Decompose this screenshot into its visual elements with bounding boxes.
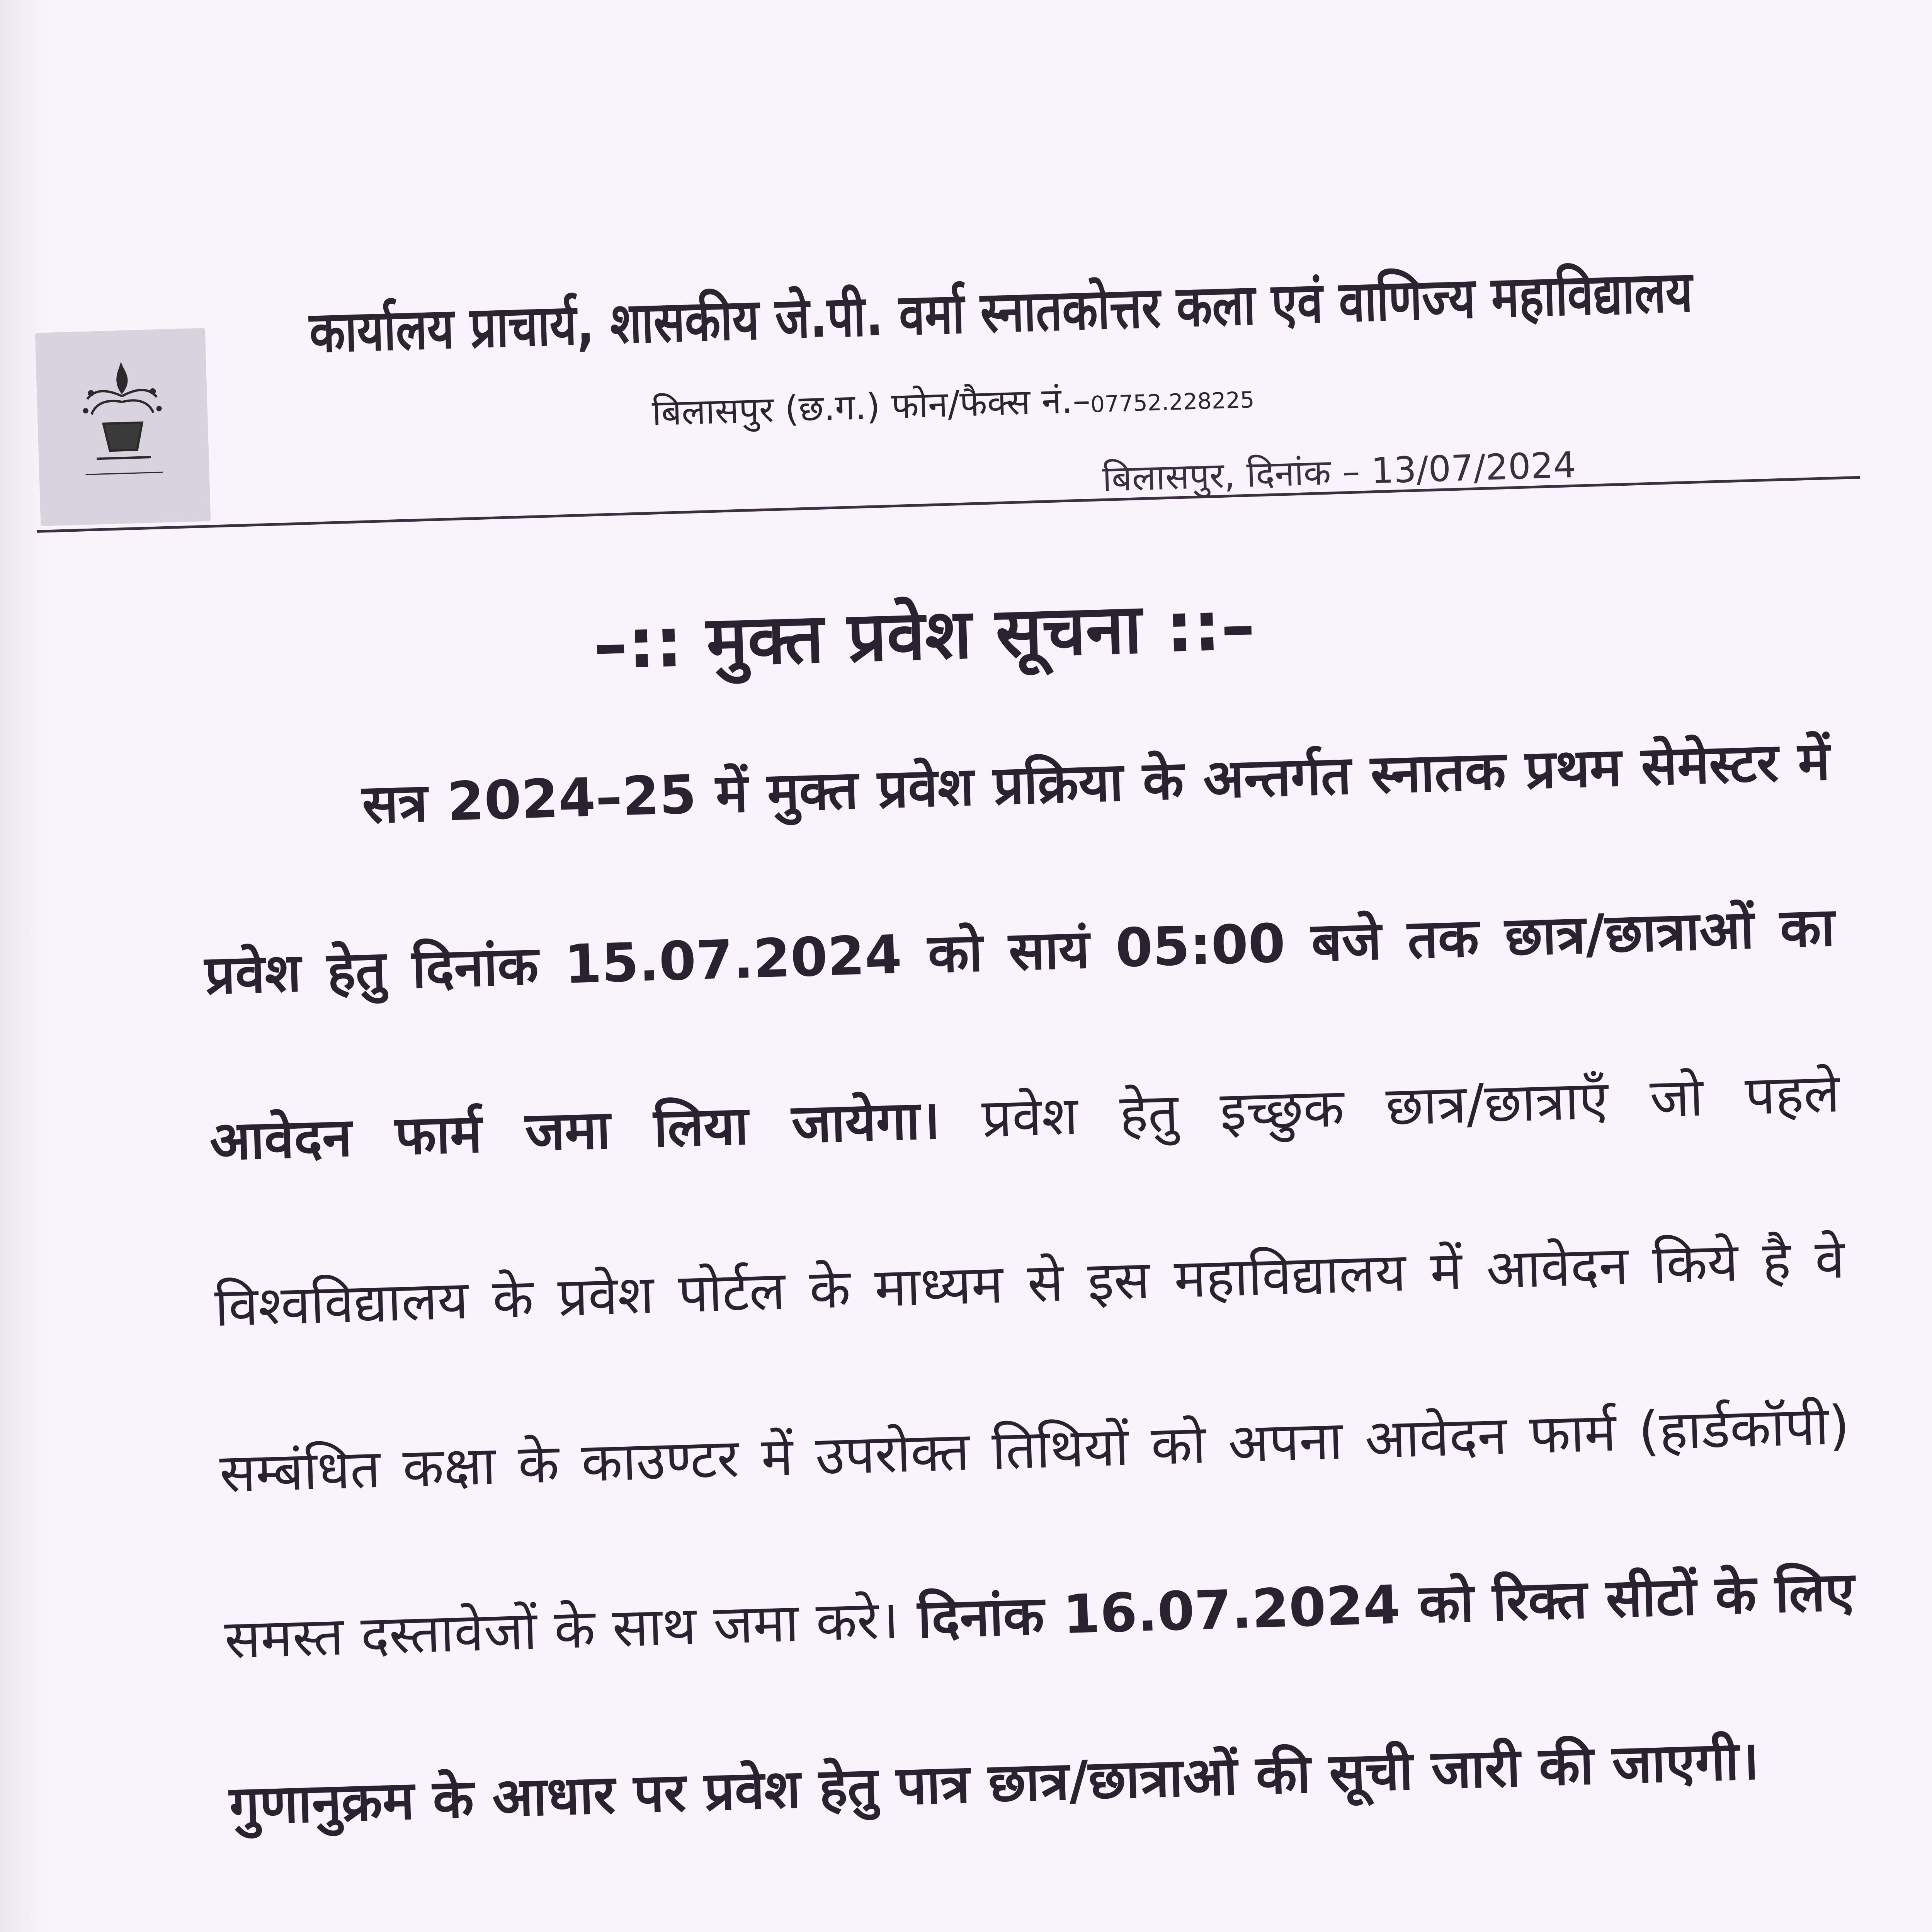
college-logo-icon <box>35 328 211 526</box>
body-part-1: सत्र 2024–25 में मुक्त प्रवेश प्रक्रिया के अन्तर्गत स्नातक प्रथम सेमेस्टर में प्रवेश हेतु दिनांक 15.07.2024 को सायं 05:00 बजे तक छात्र/छात्राओं का आवेदन फार्म जमा लिया जायेगा। <box>204 730 1836 1173</box>
header-divider <box>37 476 1860 533</box>
body-part-3: दिनांक 16.07.2024 को रिक्त सीटों के लिए गुणानुक्रम के आधार पर प्रवेश हेतु पात्र छात्र/छात्राओं की सूची जारी की जाएगी। <box>228 1560 1855 1837</box>
letter-date: बिलासपुर, दिनांक – 13/07/2024 <box>1102 444 1577 500</box>
body-part-2: प्रवेश हेतु इच्छुक छात्र/छात्राएँ जो पहले विश्वविद्यालय के प्रवेश पोर्टल के माध्यम से इस महाविद्यालय में आवेदन किये है वे सम्बंधित कक्षा के काउण्टर में उपरोक्त तिथियों को अपना आवेदन फार्म (हार्डकॉपी) समस्त दस्तावेजों के साथ जमा करे। <box>214 1062 1850 1671</box>
office-address-contact <box>651 372 1255 440</box>
notice-body <box>197 678 1862 1889</box>
phone-number: 07752.228225 <box>1090 386 1255 418</box>
office-title: कार्यालय प्राचार्य, शासकीय जे.पी. वर्मा स्नातकोत्तर कला एवं वाणिज्य महाविद्यालय <box>308 259 1694 366</box>
address-fax-label: बिलासपुर (छ.ग.) फोन/फैक्स नं.– <box>651 379 1091 434</box>
notice-title: –:: मुक्त प्रवेश सूचना ::– <box>592 585 1257 685</box>
